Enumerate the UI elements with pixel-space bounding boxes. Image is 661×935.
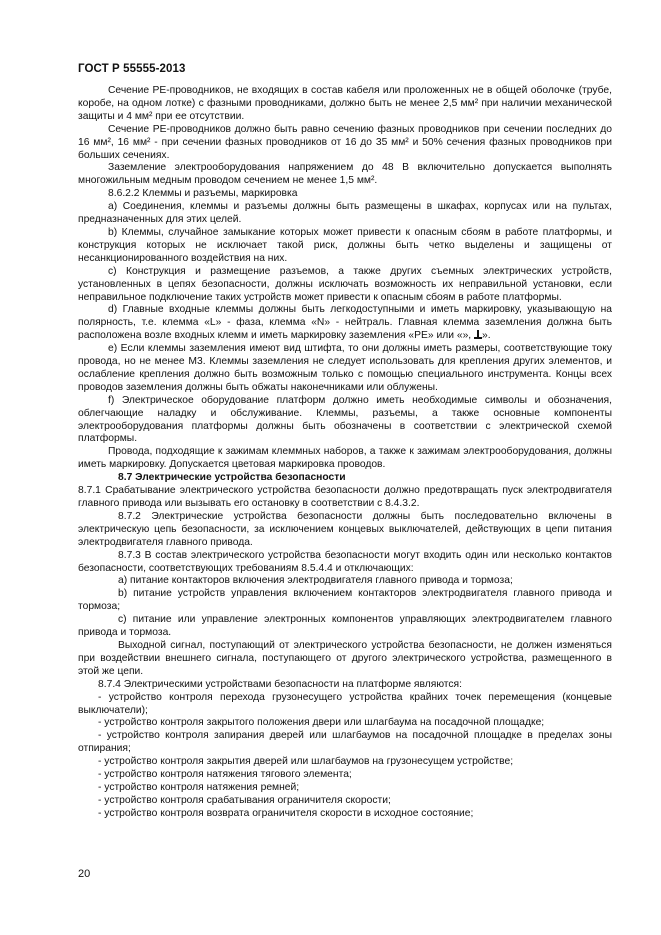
list-item: - устройство контроля перехода грузонесущего устройства крайних точек перемещения (концевые выключатели); xyxy=(78,691,612,716)
paragraph: Заземление электрооборудования напряжением до 48 В включительно допускается выполнять многожильным медным проводом сечением не менее 1,5 мм². xyxy=(78,162,612,187)
section-heading: 8.6.2.2 Клеммы и разъемы, маркировка xyxy=(108,188,298,200)
paragraph: 8.7.4 Электрическими устройствами безопасности на платформе являются: xyxy=(98,678,462,690)
paragraph: 8.7.1 Срабатывание электрического устройства безопасности должно предотвращать пуск электродвигателя главного привода или вызывать его остановку в соответствии с 8.4.3.2. xyxy=(78,485,612,509)
list-item: e) Если клеммы заземления имеют вид штифта, то они должны иметь размеры, соответствующие току провода, но не менее М3. Клеммы заземления не следует использовать для крепления других элементов, и ослабление крепления должно быть возможным только с помощью специального инструмента. Концы всех проводов заземления должны быть обжаты наконечниками или облужены. xyxy=(78,343,612,393)
paragraph: Провода, подходящие к зажимам клеммных наборов, а также к зажимам электрооборудования, должны иметь маркировку. Допускается цветовая маркировка проводов. xyxy=(78,446,612,471)
list-item: b) питание устройств управления включением контакторов электродвигателя главного привода и тормоза; xyxy=(78,588,612,613)
paragraph: 8.7.3 В состав электрического устройства безопасности могут входить один или несколько контактов безопасности, соответствующих требованиям 8.5.4.4 и отключающих: xyxy=(78,549,612,574)
list-item: d) Главные входные клеммы должны быть легкодоступными и иметь маркировку, указывающую на полярность, т.е. клемма «L» - фаза, клемма «N» - нейтраль. Главная клемма заземления должна быть расположена возле входных клемм и иметь маркировку заземления «PE» или «», ». xyxy=(78,304,612,342)
page-number: 20 xyxy=(78,868,91,880)
page-header-title: ГОСТ Р 55555-2013 xyxy=(78,63,186,75)
list-item: - устройство контроля закрытого положения двери или шлагбаума на посадочной площадке; xyxy=(98,717,545,729)
document-body xyxy=(78,85,612,821)
list-item: - устройство контроля закрытия дверей или шлагбаумов на грузонесущем устройстве; xyxy=(98,756,514,768)
ground-icon xyxy=(474,330,482,339)
list-item: f) Электрическое оборудование платформ должно иметь необходимые символы и обозначения, облегчающие наладку и обслуживание. Клеммы, разъемы, а также основные компоненты электрооборудования платформы должны быть обозначены в соответствии с электрической схемой платформы. xyxy=(78,394,612,445)
list-item: a) Соединения, клеммы и разъемы должны быть размещены в шкафах, корпусах или на пультах, предназначенных для этих целей. xyxy=(78,201,612,226)
list-item: c) питание или управление электронных компонентов управляющих электродвигателем главного привода и тормоза. xyxy=(78,614,612,639)
paragraph: Выходной сигнал, поступающий от электрического устройства безопасности, не должен изменяться при воздействии внешнего сигнала, поступающего от другого электрического устройства, размещенного в этой же цепи. xyxy=(78,639,612,677)
list-item: c) Конструкция и размещение разъемов, а также других съемных электрических устройств, установленных в цепях безопасности, должны исключать возможность их неправильной установки, если неправильное подключение таких устройств может привести к опасным сбоям в работе платформы. xyxy=(78,265,612,303)
paragraph: 8.7.2 Электрические устройства безопасности должны быть последовательно включены в электрическую цепь безопасности, за исключением концевых выключателей, действующих в цепи питания электродвигателя главного привода. xyxy=(78,510,612,548)
list-item: - устройство контроля возврата ограничителя скорости в исходное состояние; xyxy=(98,807,474,819)
list-item: b) Клеммы, случайное замыкание которых может привести к опасным сбоям в работе платформы, и конструкция которых не исключает такой риск, должны быть четко выделены и защищены от несанкционированного воздействия на них. xyxy=(78,226,612,264)
list-item: - устройство контроля запирания дверей или шлагбаумов на посадочной площадке в пределах зоны отпирания; xyxy=(78,730,612,755)
list-item: a) питание контакторов включения электродвигателя главного привода и тормоза; xyxy=(118,575,513,587)
paragraph: Сечение PE-проводников, не входящих в состав кабеля или проложенных не в общей оболочке (трубе, коробе, на одном лотке) с фазными проводниками, должно быть не менее 2,5 мм² при наличии механической защиты и 4 мм² при ее отсутствии. xyxy=(78,85,612,122)
paragraph-text: d) Главные входные клеммы должны быть легкодоступными и иметь маркировку, указывающую на полярность, т.е. клемма «L» - фаза, клемма «N» - нейтраль. Главная клемма заземления должна быть расположена возле входных клемм и иметь маркировку заземления «PE» или «», xyxy=(78,304,612,342)
section-heading: 8.7 Электрические устройства безопасности xyxy=(118,472,346,484)
list-item: - устройство контроля натяжения тягового элемента; xyxy=(98,769,352,781)
list-item: - устройство контроля натяжения ремней; xyxy=(98,781,300,793)
list-item: - устройство контроля срабатывания ограничителя скорости; xyxy=(98,794,391,806)
paragraph: Сечение PE-проводников должно быть равно сечению фазных проводников при сечении последних до 16 мм², 16 мм² - при сечении фазных проводников от 16 до 35 мм² и 50% сечения фазных проводников при больших сечениях. xyxy=(78,123,612,161)
